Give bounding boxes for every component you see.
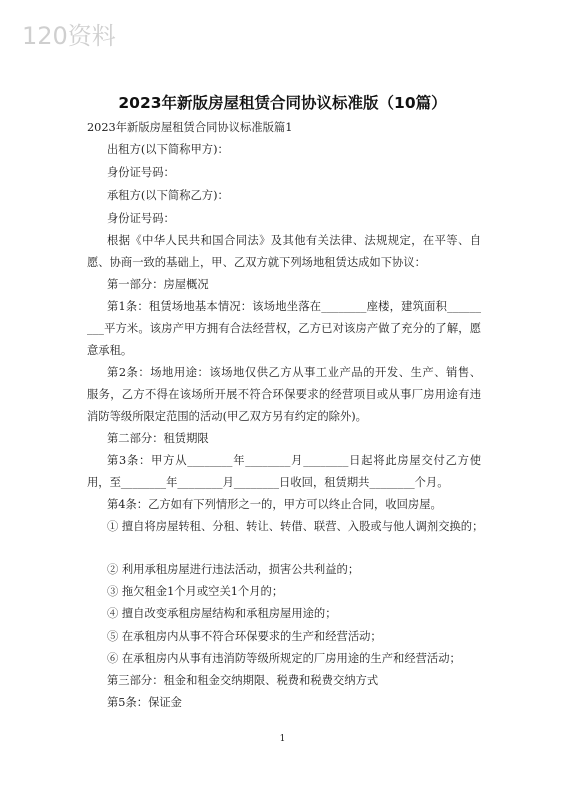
clause-line: 第5条：保证金 (107, 696, 182, 709)
preamble-line: 愿、协商一致的基础上，甲、乙双方就下列场地租赁达成如下协议： (87, 256, 426, 269)
list-item: ③ 拖欠租金1个月或空关1个月的； (107, 585, 284, 598)
clause-line: 意承租。 (87, 344, 133, 357)
list-item: ① 擅自将房屋转租、分租、转让、转借、联营、入股或与他人调剂交换的； (107, 520, 484, 533)
preamble-line: 根据《中华人民共和国合同法》及其他有关法律、法规规定，在平等、自 (107, 234, 481, 247)
page-number: 1 (279, 734, 286, 744)
lessee-id-label: 身份证号码： (107, 212, 175, 225)
clause-line: 第4条：乙方如有下列情形之一的，甲方可以终止合同，收回房屋。 (107, 498, 442, 511)
clause-line: ___平方米。该房产甲方拥有合法经营权，乙方已对该房产做了充分的了解，愿 (87, 322, 481, 335)
clause-line: 第1条：租赁场地基本情况：该场地坐落在________座楼，建筑面积______ (107, 300, 481, 313)
clause-line: 消防等级所限定范围的活动(甲乙双方另有约定的除外)。 (87, 410, 367, 423)
document-title: 2023年新版房屋租赁合同协议标准版（10篇） (118, 94, 447, 112)
part-heading: 第三部分：租金和租金交纳期限、税费和税费交纳方式 (107, 674, 379, 687)
clause-line: 第2条：场地用途：该场地仅供乙方从事工业产品的开发、生产、销售、 (107, 366, 481, 379)
clause-line: 第3条：甲方从________年________月________日起将此房屋交付乙方使 (107, 454, 481, 467)
watermark-logo: 120资料 (22, 22, 116, 50)
list-item: ⑤ 在承租房内从事不符合环保要求的生产和经营活动； (107, 630, 382, 643)
part-heading: 第二部分：租赁期限 (107, 432, 209, 445)
lessor-id-label: 身份证号码： (107, 166, 175, 179)
list-item: ② 利用承租房屋进行违法活动，损害公共利益的； (107, 563, 360, 576)
clause-line: 服务，乙方不得在该场所开展不符合环保要求的经营项目或从事厂房用途有违 (87, 388, 481, 401)
lessor-label: 出租方(以下简称甲方)： (107, 143, 229, 156)
list-item: ⑥ 在承租房内从事有违消防等级所规定的厂房用途的生产和经营活动； (107, 652, 461, 665)
section-heading: 2023年新版房屋租赁合同协议标准版篇1 (87, 121, 293, 134)
lessee-label: 承租方(以下简称乙方)： (107, 189, 229, 202)
list-item: ④ 擅自改变承租房屋结构和承租房屋用途的； (107, 607, 337, 620)
part-heading: 第一部分：房屋概况 (107, 278, 209, 291)
clause-line: 用，至________年________月________日收回，租赁期共________个月。 (87, 476, 449, 489)
